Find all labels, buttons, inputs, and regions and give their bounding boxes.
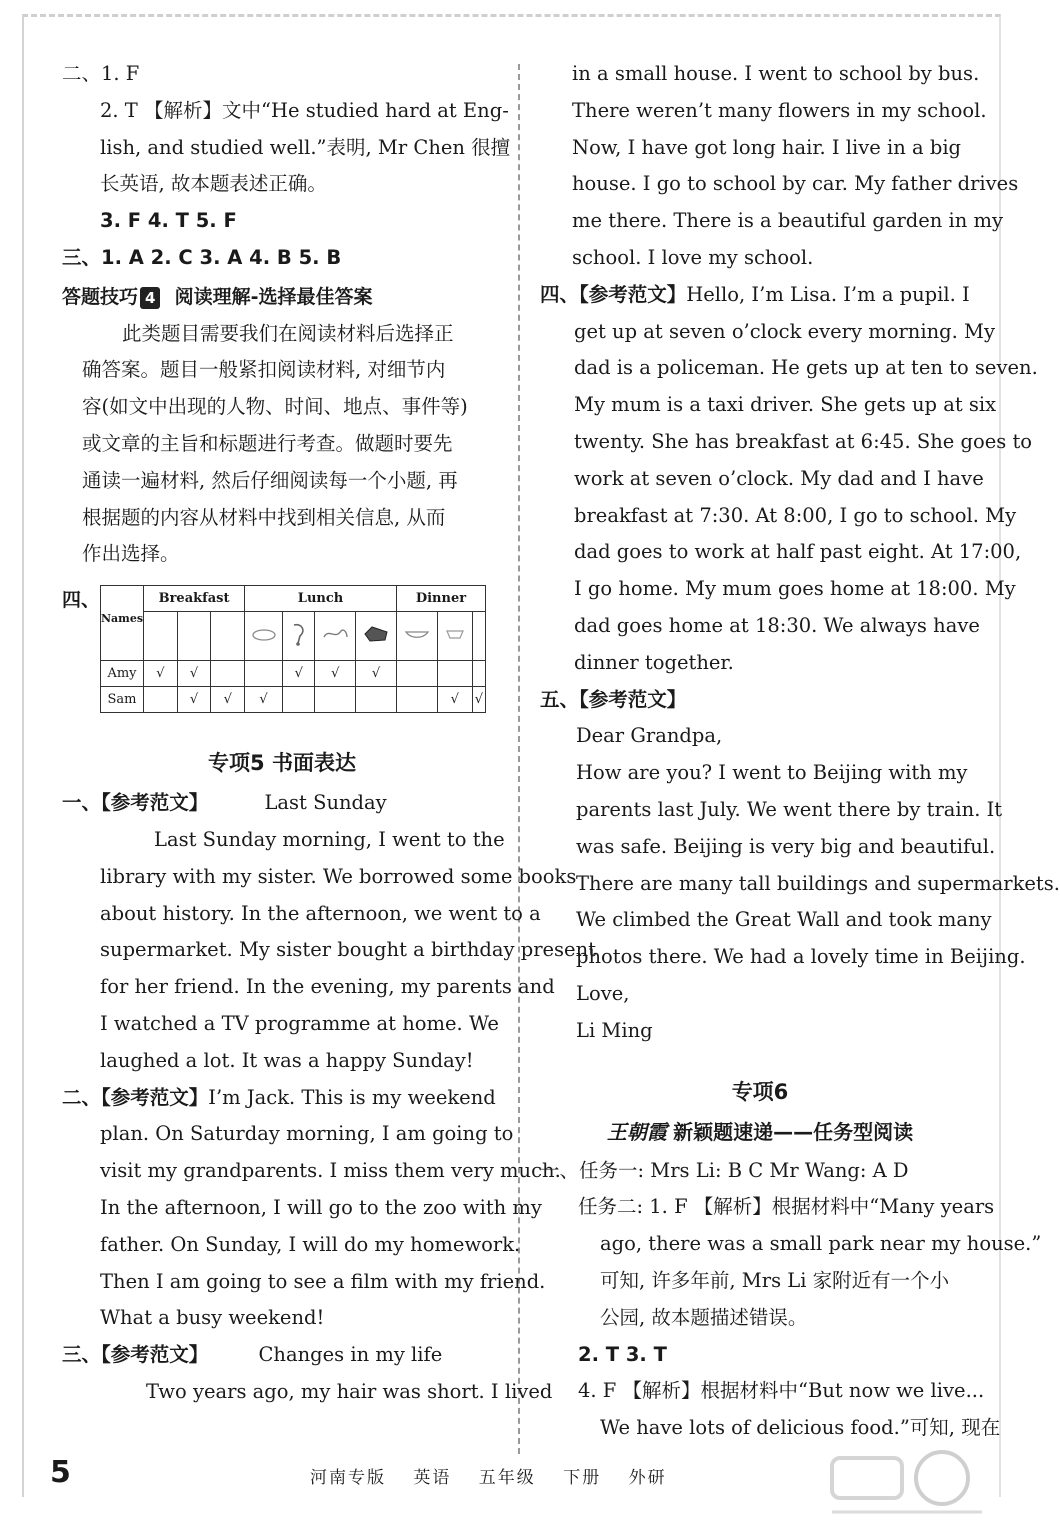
essay-line: laughed a lot. It was a happy Sunday! <box>100 1048 474 1072</box>
essay-line: I watched a TV programme at home. We <box>100 1011 499 1035</box>
essay-line: twenty. She has breakfast at 6:45. She goes to <box>574 429 1033 453</box>
letter-line: Li Ming <box>576 1018 653 1042</box>
noodles-icon <box>321 625 349 643</box>
answer-heading <box>540 682 980 719</box>
essay-line: breakfast at 7:30. At 8:00, I go to school. My <box>574 503 1017 527</box>
table-row <box>101 687 486 713</box>
brand-logo: 王朝霞 <box>606 1119 667 1144</box>
drumstick-icon <box>288 621 310 647</box>
essay-line: work at seven o’clock. My dad and I have <box>574 466 984 490</box>
tip-label: 答题技巧 <box>62 285 139 308</box>
essay-line: plan. On Saturday morning, I am going to <box>100 1122 514 1146</box>
answer-line: 一、任务一: Mrs Li: B C Mr Wang: A D <box>540 1158 909 1182</box>
tip-number: 4 <box>140 287 160 309</box>
food-picture-cell <box>177 612 211 661</box>
essay-line: Then I am going to see a film with my friend. <box>100 1269 546 1293</box>
answer-heading <box>540 277 980 314</box>
answer-line: 三、1. A 2. C 3. A 4. B 5. B <box>62 245 342 269</box>
tip-text: 确答案。题目一般紧扣阅读材料, 对细节内 <box>82 358 446 382</box>
answer-line: 长英语, 故本题表述正确。 <box>100 172 327 196</box>
check-cell: √ <box>144 661 178 687</box>
check-cell: √ <box>437 687 472 713</box>
essay-line: I go home. My mum goes home at 18:00. My <box>574 577 1016 601</box>
check-cell <box>472 661 485 687</box>
food-picture-cell <box>396 612 437 661</box>
check-cell: √ <box>245 687 283 713</box>
tip-title: 阅读理解-选择最佳答案 <box>174 285 373 308</box>
essay-line: library with my sister. We borrowed some books <box>100 864 577 888</box>
essay-line: Now, I have got long hair. I live in a big <box>572 135 962 159</box>
answer-line: 任务二: 1. F 【解析】根据材料中“Many years <box>578 1195 995 1219</box>
answer-line: 2. T 【解析】文中“He studied hard at Eng- <box>100 98 509 122</box>
right-column <box>540 56 1060 1447</box>
essay-title: Changes in my life <box>258 1343 443 1367</box>
row-name: Sam <box>101 687 144 713</box>
answer-label: 四、【参考范文】 <box>540 282 687 306</box>
essay-line: In the afternoon, I will go to the zoo with my <box>100 1195 542 1219</box>
essay-line: Hello, I’m Lisa. I’m a pupil. I <box>686 282 970 306</box>
letter-line: There are many tall buildings and supermarkets. <box>576 871 1060 895</box>
essay-line: My mum is a taxi driver. She gets up at six <box>574 393 997 417</box>
essay-line: dinner together. <box>574 650 734 674</box>
answer-line: 二、1. F <box>62 62 140 85</box>
check-cell: √ <box>177 661 211 687</box>
essay-line: dad goes home at 18:30. We always have <box>574 613 980 637</box>
food-picture-cell <box>211 612 245 661</box>
letter-line: parents last July. We went there by train. It <box>576 797 1003 821</box>
letter-line: photos there. We had a lovely time in Beijing. <box>576 945 1026 969</box>
answer-line: We have lots of delicious food.”可知, 现在 <box>600 1416 1001 1440</box>
answer-line: 3. F 4. T 5. F <box>100 209 237 233</box>
watermark-logo-icon <box>812 1440 992 1530</box>
check-cell: √ <box>177 687 211 713</box>
answer-label: 三、【参考范文】 <box>62 1343 209 1367</box>
essay-line: about history. In the afternoon, we went to a <box>100 901 541 925</box>
essay-line: I’m Jack. This is my weekend <box>208 1085 496 1109</box>
food-picture-cell <box>472 612 485 661</box>
answer-line: 2. T 3. T <box>578 1342 667 1366</box>
group-header-breakfast: Breakfast <box>144 586 245 612</box>
essay-line: school. I love my school. <box>572 245 814 269</box>
check-cell <box>283 687 315 713</box>
essay-line: me there. There is a beautiful garden in my <box>572 209 1004 233</box>
subsection-title: 新颖题速递——任务型阅读 <box>673 1119 914 1144</box>
answer-line: 公园, 故本题描述错误。 <box>600 1305 808 1329</box>
tip-text: 容(如文中出现的人物、时间、地点、事件等) <box>82 395 468 419</box>
plate-icon <box>251 626 277 642</box>
table-row <box>101 661 486 687</box>
check-cell <box>396 687 437 713</box>
food-picture-cell <box>315 612 356 661</box>
essay-title: Last Sunday <box>264 791 387 815</box>
essay-line: Last Sunday morning, I went to the <box>154 827 505 851</box>
essay-line: father. On Sunday, I will do my homework. <box>100 1232 521 1256</box>
check-cell <box>245 661 283 687</box>
check-cell: √ <box>356 661 397 687</box>
essay-line: There weren’t many flowers in my school. <box>572 98 987 122</box>
food-picture-cell <box>245 612 283 661</box>
answer-heading <box>62 1337 502 1374</box>
group-header-lunch: Lunch <box>245 586 397 612</box>
essay-line: Two years ago, my hair was short. I lived <box>146 1379 553 1403</box>
check-cell: √ <box>283 661 315 687</box>
page-number: 5 <box>50 1455 71 1490</box>
answer-heading <box>62 785 502 822</box>
answer-line: ago, there was a small park near my house.” <box>600 1232 1042 1256</box>
answer-line: 可知, 许多年前, Mrs Li 家附近有一个小 <box>600 1268 950 1292</box>
essay-line: supermarket. My sister bought a birthday present <box>100 938 596 962</box>
names-header: Names <box>101 586 144 661</box>
letter-line: Dear Grandpa, <box>576 724 723 748</box>
tip-text: 或文章的主旨和标题进行考查。做题时要先 <box>82 431 453 455</box>
check-cell <box>437 661 472 687</box>
section-title: 专项5 书面表达 <box>208 751 356 776</box>
essay-line: house. I go to school by car. My father drives <box>572 172 1019 196</box>
answer-line: lish, and studied well.”表明, Mr Chen 很擅 <box>100 135 511 159</box>
answer-label: 五、【参考范文】 <box>540 687 687 711</box>
fish-icon <box>362 624 390 644</box>
tip-text: 通读一遍材料, 然后仔细阅读每一个小题, 再 <box>82 468 458 492</box>
tip-text: 根据题的内容从材料中找到相关信息, 从而 <box>82 505 446 529</box>
letter-line: We climbed the Great Wall and took many <box>576 908 992 932</box>
check-cell <box>356 687 397 713</box>
subsection-heading <box>540 1112 980 1153</box>
bowl-icon <box>403 627 431 641</box>
tip-heading <box>62 279 502 316</box>
food-picture-cell <box>356 612 397 661</box>
footer-text: 河南专版 英语 五年级 下册 外研 <box>310 1468 667 1488</box>
check-cell: √ <box>472 687 485 713</box>
check-cell <box>396 661 437 687</box>
essay-line: for her friend. In the evening, my parents and <box>100 975 555 999</box>
check-cell: √ <box>211 687 245 713</box>
food-picture-cell <box>283 612 315 661</box>
answer-table-block <box>62 585 502 719</box>
cup-icon <box>443 627 467 641</box>
letter-line: was safe. Beijing is very big and beautiful. <box>576 834 996 858</box>
essay-line: in a small house. I went to school by bus. <box>572 62 980 85</box>
group-header-dinner: Dinner <box>396 586 485 612</box>
section-title: 专项6 <box>731 1079 789 1104</box>
food-picture-cell <box>144 612 178 661</box>
essay-line: visit my grandparents. I miss them very much. <box>100 1159 561 1183</box>
left-column <box>62 56 596 1411</box>
check-cell <box>315 687 356 713</box>
table-prefix: 四、 <box>62 589 101 612</box>
letter-line: Love, <box>576 981 630 1005</box>
check-cell <box>144 687 178 713</box>
check-cell: √ <box>315 661 356 687</box>
tip-text: 作出选择。 <box>82 542 180 566</box>
food-picture-cell <box>437 612 472 661</box>
essay-line: What a busy weekend! <box>100 1306 325 1330</box>
answer-table <box>100 585 486 713</box>
letter-line: How are you? I went to Beijing with my <box>576 761 968 785</box>
essay-line: get up at seven o’clock every morning. My <box>574 319 995 343</box>
essay-line: dad goes to work at half past eight. At 17:00, <box>574 540 1022 564</box>
essay-line: dad is a policeman. He gets up at ten to seven. <box>574 356 1038 380</box>
answer-label: 二、【参考范文】 <box>62 1085 209 1109</box>
row-name: Amy <box>101 661 144 687</box>
tip-text: 此类题目需要我们在阅读材料后选择正 <box>122 321 454 345</box>
answer-heading <box>62 1080 502 1117</box>
answer-label: 一、【参考范文】 <box>62 791 209 815</box>
check-cell <box>211 661 245 687</box>
answer-line: 4. F 【解析】根据材料中“But now we live... <box>578 1379 985 1403</box>
